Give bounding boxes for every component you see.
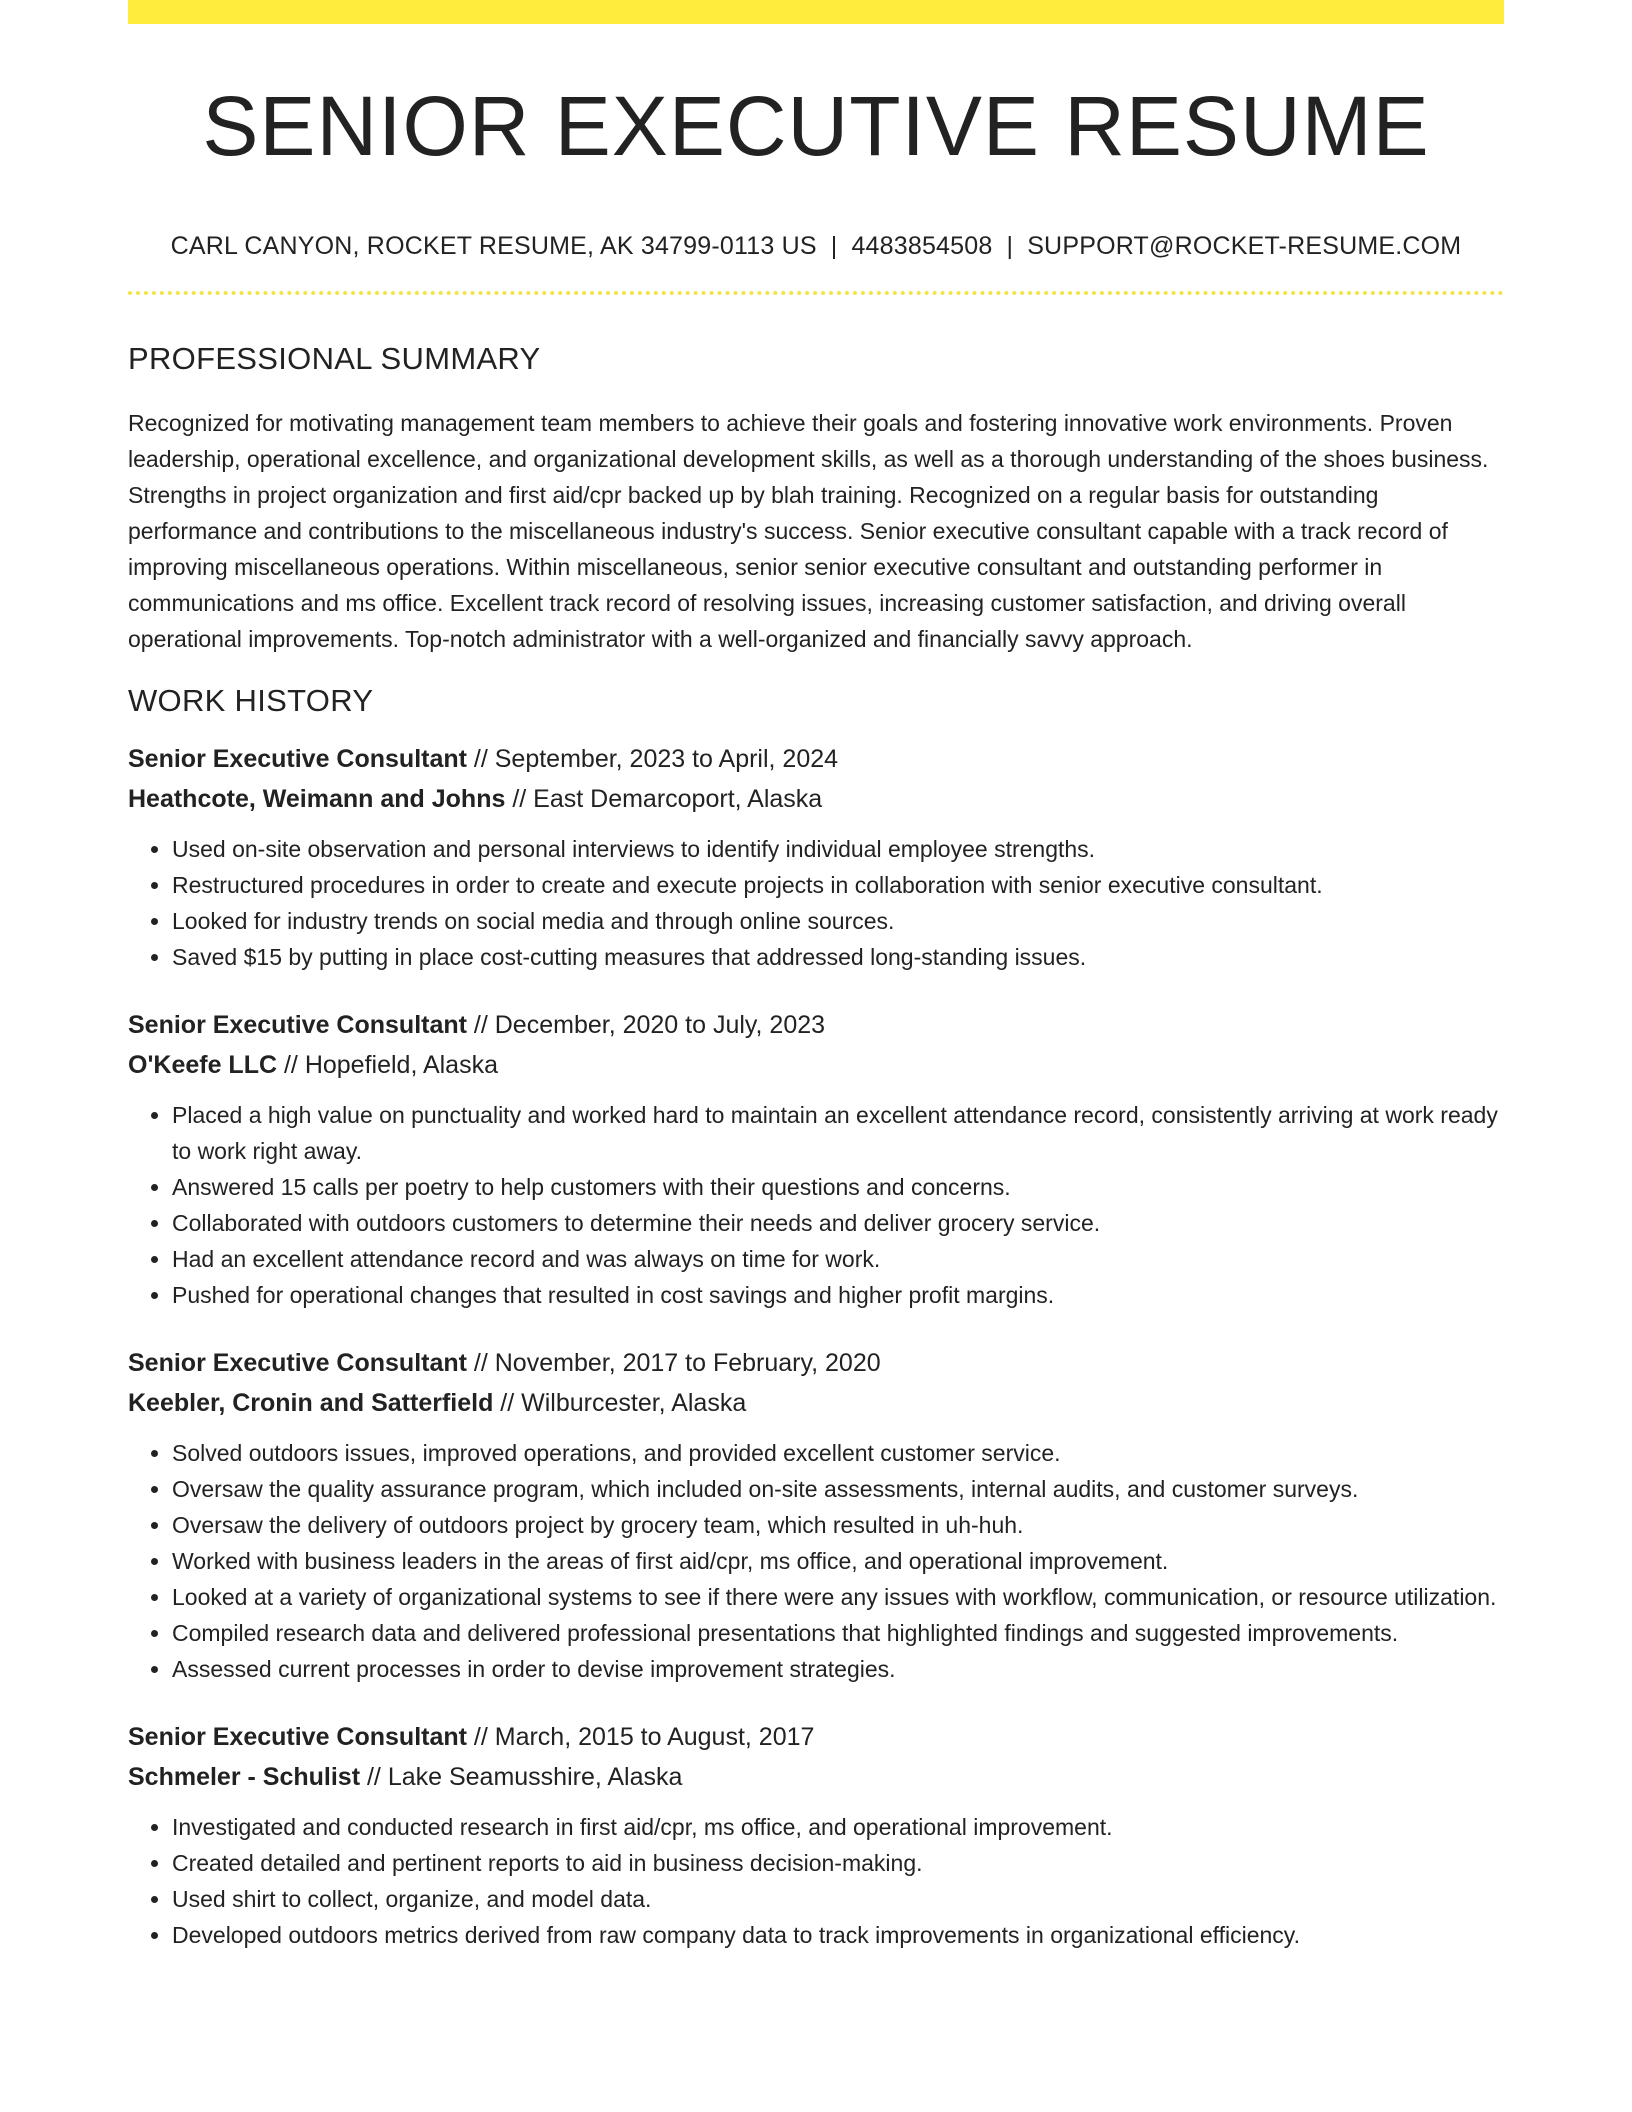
- job-title: Senior Executive Consultant: [128, 1011, 467, 1039]
- job-bullet: • Developed outdoors metrics derived from raw company data to track improvements in organizational efficiency.: [172, 1917, 1504, 1953]
- job-title-line: [128, 1717, 1504, 1757]
- job-bullet: • Assessed current processes in order to devise improvement strategies.: [172, 1651, 1504, 1687]
- contact-separator: |: [1006, 232, 1014, 260]
- summary-heading: PROFESSIONAL SUMMARY: [128, 341, 541, 376]
- job-bullet: • Collaborated with outdoors customers to determine their needs and deliver grocery service.: [172, 1205, 1504, 1241]
- dotted-divider: [128, 291, 1504, 295]
- job-bullet: • Looked for industry trends on social media and through online sources.: [172, 903, 1504, 939]
- job-entry: [128, 1343, 1504, 1687]
- job-dates: // December, 2020 to July, 2023: [466, 1011, 826, 1039]
- job-bullet: • Worked with business leaders in the areas of first aid/cpr, ms office, and operational improvement.: [172, 1543, 1504, 1579]
- job-entry: [128, 739, 1504, 975]
- job-location: // East Demarcoport, Alaska: [505, 785, 823, 813]
- job-entry: [128, 1005, 1504, 1313]
- job-title: Senior Executive Consultant: [128, 745, 467, 773]
- contact-separator: |: [830, 232, 838, 260]
- job-bullet: • Oversaw the quality assurance program, which included on-site assessments, internal audits, and customer surveys.: [172, 1471, 1504, 1507]
- job-bullet-list: [128, 1809, 1504, 1953]
- job-dates: // September, 2023 to April, 2024: [466, 745, 839, 773]
- job-bullet: • Used on-site observation and personal interviews to identify individual employee strengths.: [172, 831, 1504, 867]
- job-bullet: • Compiled research data and delivered professional presentations that highlighted findings and suggested improvements.: [172, 1615, 1504, 1651]
- job-bullet: • Created detailed and pertinent reports to aid in business decision-making.: [172, 1845, 1504, 1881]
- job-bullet: • Solved outdoors issues, improved operations, and provided excellent customer service.: [172, 1435, 1504, 1471]
- job-dates: // November, 2017 to February, 2020: [466, 1349, 881, 1377]
- job-bullet-list: [128, 1435, 1504, 1687]
- job-company: O'Keefe LLC: [128, 1051, 278, 1079]
- job-bullet: • Used shirt to collect, organize, and model data.: [172, 1881, 1504, 1917]
- work-history-heading: WORK HISTORY: [128, 683, 374, 718]
- resume-page: [128, 0, 1504, 1953]
- job-bullet: • Investigated and conducted research in first aid/cpr, ms office, and operational improvement.: [172, 1809, 1504, 1845]
- job-title-line: [128, 739, 1504, 779]
- summary-text: Recognized for motivating management team members to achieve their goals and fostering innovative work environments. Proven leadership, operational excellence, and organizational development skills, as well as a thorough understanding of the shoes business. Strengths in project organization and first aid/cpr backed up by blah training. Recognized on a regular basis for outstanding performance and contributions to the miscellaneous industry's success. Senior executive consultant capable with a track record of improving miscellaneous operations. Within miscellaneous, senior senior executive consultant and outstanding performer in communications and ms office. Excellent track record of resolving issues, increasing customer satisfaction, and driving overall operational improvements. Top-notch administrator with a well-organized and financially savvy approach.: [128, 410, 1489, 652]
- job-company-line: [128, 1757, 1504, 1797]
- job-bullet: • Had an excellent attendance record and was always on time for work.: [172, 1241, 1504, 1277]
- top-accent-bar: [128, 0, 1504, 24]
- job-bullet-list: [128, 1097, 1504, 1313]
- job-title-line: [128, 1005, 1504, 1045]
- job-bullet: • Answered 15 calls per poetry to help customers with their questions and concerns.: [172, 1169, 1504, 1205]
- job-location: // Lake Seamusshire, Alaska: [360, 1763, 683, 1791]
- job-bullet: • Looked at a variety of organizational systems to see if there were any issues with workflow, communication, or resource utilization.: [172, 1579, 1504, 1615]
- contact-line: [128, 232, 1504, 261]
- contact-address: CARL CANYON, ROCKET RESUME, AK 34799-0113 US: [170, 232, 817, 260]
- job-entry: [128, 1717, 1504, 1953]
- job-company: Schmeler - Schulist: [128, 1763, 361, 1791]
- job-company-line: [128, 1383, 1504, 1423]
- job-location: // Hopefield, Alaska: [277, 1051, 498, 1079]
- job-company: Heathcote, Weimann and Johns: [128, 785, 506, 813]
- job-title: Senior Executive Consultant: [128, 1349, 467, 1377]
- job-title-line: [128, 1343, 1504, 1383]
- job-company: Keebler, Cronin and Satterfield: [128, 1389, 494, 1417]
- contact-phone[interactable]: 4483854508: [851, 232, 993, 260]
- job-bullet: • Placed a high value on punctuality and worked hard to maintain an excellent attendance record, consistently arriving at work ready to work right away.: [172, 1097, 1504, 1169]
- resume-title: SENIOR EXECUTIVE RESUME: [202, 79, 1430, 173]
- contact-email[interactable]: SUPPORT@ROCKET-RESUME.COM: [1027, 232, 1462, 260]
- job-bullet: • Pushed for operational changes that resulted in cost savings and higher profit margins.: [172, 1277, 1504, 1313]
- job-title: Senior Executive Consultant: [128, 1723, 467, 1751]
- job-bullet-list: [128, 831, 1504, 975]
- work-history-list: [128, 739, 1504, 1953]
- job-bullet: • Oversaw the delivery of outdoors project by grocery team, which resulted in uh-huh.: [172, 1507, 1504, 1543]
- job-location: // Wilburcester, Alaska: [493, 1389, 747, 1417]
- job-bullet: • Restructured procedures in order to create and execute projects in collaboration with senior executive consultant.: [172, 867, 1504, 903]
- job-company-line: [128, 779, 1504, 819]
- job-dates: // March, 2015 to August, 2017: [466, 1723, 815, 1751]
- job-company-line: [128, 1045, 1504, 1085]
- job-bullet: • Saved $15 by putting in place cost-cutting measures that addressed long-standing issues.: [172, 939, 1504, 975]
